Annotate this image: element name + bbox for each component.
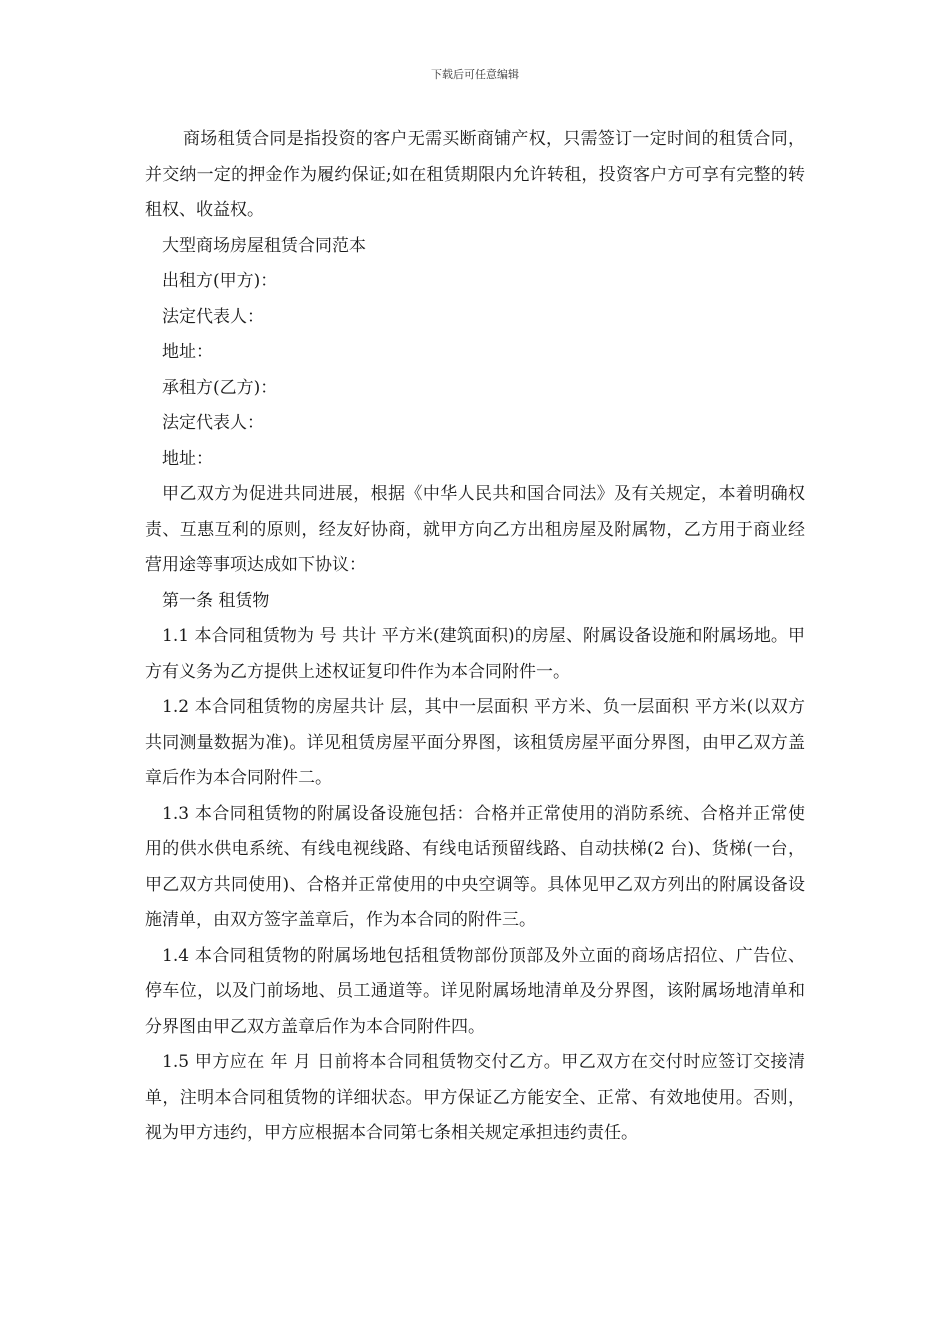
- lessor-address-field: 地址：: [162, 342, 213, 362]
- clause-1-1: 1.1 本合同租赁物为 号 共计 平方米(建筑面积)的房屋、附属设备设施和附属场地。甲方有义务为乙方提供上述权证复印件作为本合同附件一。: [145, 626, 805, 682]
- article-heading: 第一条 租赁物: [162, 590, 270, 611]
- clause-1-2: 1.2 本合同租赁物的房屋共计 层，其中一层面积 平方米、负一层面积 平方米(以双方共同测量数据为准)。详见租赁房屋平面分界图，该租赁房屋平面分界图，由甲乙双方盖章后作为本合同附件二。: [145, 697, 805, 788]
- document-body: [145, 122, 805, 1152]
- lessee-field: 承租方(乙方)：: [162, 377, 278, 398]
- page-header: 下载后可任意编辑: [431, 68, 519, 81]
- lessee-representative-field: 法定代表人：: [162, 413, 264, 433]
- lessor-representative-field: 法定代表人：: [162, 306, 264, 327]
- lessor-field: 出租方(甲方)：: [162, 271, 278, 291]
- contract-title: 大型商场房屋租赁合同范本: [162, 235, 366, 256]
- clause-1-3: 1.3 本合同租赁物的附属设备设施包括：合格并正常使用的消防系统、合格并正常使用的供水供电系统、有线电视线路、有线电话预留线路、自动扶梯(2 台)、货梯(一台，甲乙双方共同使用)、合格并正常使用的中央空调等。具体见甲乙双方列出的附属设备设施清单，由双方签字盖章后，作为本合同的附件三。: [145, 803, 805, 930]
- clause-1-5: 1.5 甲方应在 年 月 日前将本合同租赁物交付乙方。甲乙双方在交付时应签订交接清单，注明本合同租赁物的详细状态。甲方保证乙方能安全、正常、有效地使用。否则，视为甲方违约，甲方应根据本合同第七条相关规定承担违约责任。: [145, 1052, 805, 1143]
- lessee-address-field: 地址：: [162, 448, 213, 469]
- agreement-preamble: 甲乙双方为促进共同进展，根据《中华人民共和国合同法》及有关规定，本着明确权责、互惠互利的原则，经友好协商，就甲方向乙方出租房屋及附属物，乙方用于商业经营用途等事项达成如下协议：: [145, 484, 805, 575]
- intro-paragraph: 商场租赁合同是指投资的客户无需买断商铺产权，只需签订一定时间的租赁合同，并交纳一定的押金作为履约保证;如在租赁期限内允许转租，投资客户方可享有完整的转租权、收益权。: [145, 129, 805, 220]
- clause-1-4: 1.4 本合同租赁物的附属场地包括租赁物部份顶部及外立面的商场店招位、广告位、停车位，以及门前场地、员工通道等。详见附属场地清单及分界图，该附属场地清单和分界图由甲乙双方盖章后作为本合同附件四。: [145, 945, 805, 1037]
